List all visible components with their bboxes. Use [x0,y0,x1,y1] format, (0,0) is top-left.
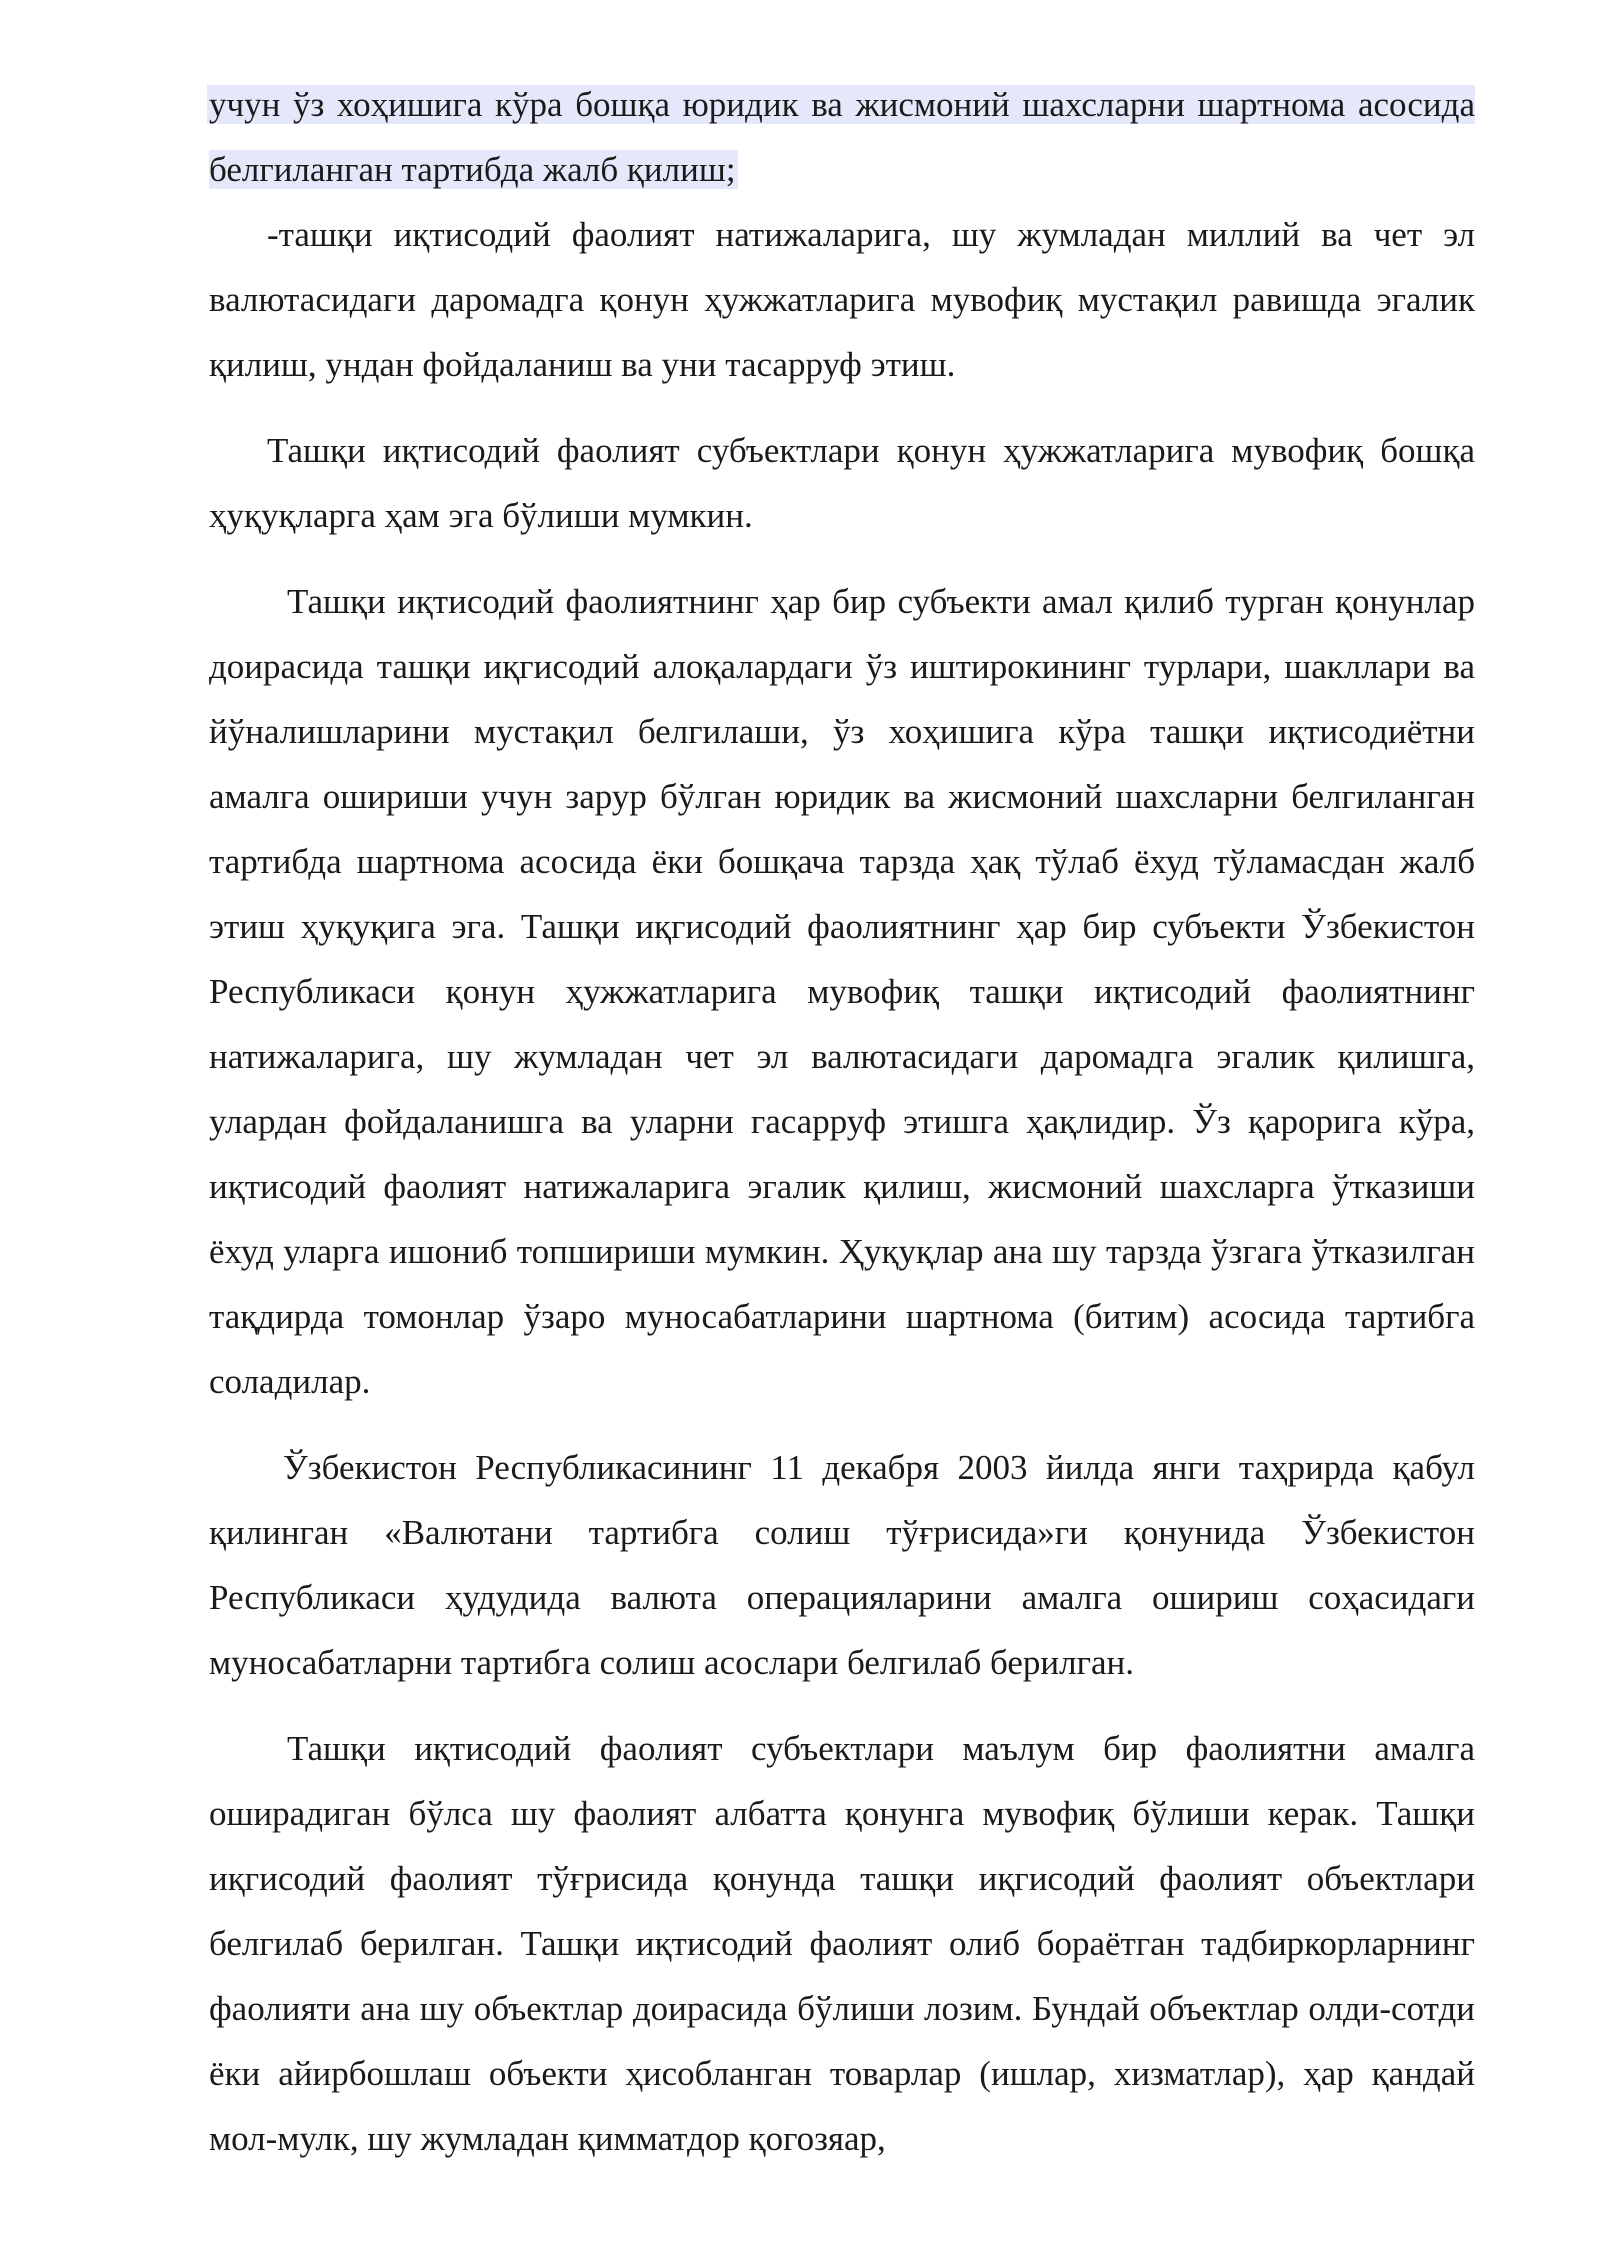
document-page [209,72,1475,2171]
paragraph-rights: Ташқи иқтисодий фаолият субъектлари қонун ҳужжатларига мувофиқ бошқа ҳуқуқларга ҳам эга бўлиши мумкин. [209,431,1475,535]
paragraph-bullet: -ташқи иқтисодий фаолият натижаларига, шу жумладан миллий ва чет эл валютасидаги даромадга қонун ҳужжатларига мувофиқ мустақил равишда эгалик қилиш, ундан фойдаланиш ва уни тасарруф этиш. [209,215,1475,384]
paragraph-subject-rights: Ташқи иқтисодий фаолиятнинг ҳар бир субъекти амал қилиб турган қонунлар доирасида ташқи иқгисодий алоқалардаги ўз иштирокининг турлари, шакллари ва йўналишларини мустақил белгилаши, ўз хоҳишига кўра ташқи иқтисодиётни амалга ошириши учун зарур бўлган юридик ва жисмоний шахсларни белгиланган тартибда шартнома асосида ёки бошқача тарзда ҳақ тўлаб ёхуд тўламасдан жалб этиш ҳуқуқига эга. Ташқи иқгисодий фаолиятнинг ҳар бир субъекти Ўзбекистон Республикаси қонун ҳужжатларига мувофиқ ташқи иқтисодий фаолиятнинг натижаларига, шу жумладан чет эл валютасидаги даромадга эгалик қилишга, улардан фойдаланишга ва уларни гасарруф этишга ҳақлидир. Ўз қарорига кўра, иқтисодий фаолият натижаларига эгалик қилиш, жисмоний шахсларга ўтказиши ёхуд уларга ишониб топшириши мумкин. Ҳуқуқлар ана шу тарзда ўзгага ўтказилган тақдирда томонлар ўзаро муносабатларини шартнома (битим) асосида тартибга соладилар. [209,582,1475,1401]
highlighted-text: учун ўз хоҳишига кўра бошқа юридик ва жисмоний шахсларни шартнома асосида белгиланган тартибда жалб қилиш; [209,85,1475,189]
paragraph-objects: Ташқи иқтисодий фаолият субъектлари маълум бир фаолиятни амалга оширадиган бўлса шу фаолият албатта қонунга мувофиқ бўлиши керак. Ташқи иқгисодий фаолият тўғрисида қонунда ташқи иқгисодий фаолият объектлари белгилаб берилган. Ташқи иқтисодий фаолият олиб бораётган тадбиркорларнинг фаолияти ана шу объектлар доирасида бўлиши лозим. Бундай объектлар олди-сотди ёки айирбошлаш объекти ҳисобланган товарлар (ишлар, хизматлар), ҳар қандай мол-мулк, шу жумладан қимматдор қогозяар, [209,1729,1475,2158]
paragraph-currency-law: Ўзбекистон Республикасининг 11 декабря 2003 йилда янги таҳрирда қабул қилинган «Валютани тартибга солиш тўғрисида»ги қонунида Ўзбекистон Республикаси ҳудудида валюта операцияларини амалга ошириш соҳасидаги муносабатларни тартибга солиш асослари белгилаб берилган. [209,1448,1475,1682]
paragraph-continuation [209,72,1475,202]
